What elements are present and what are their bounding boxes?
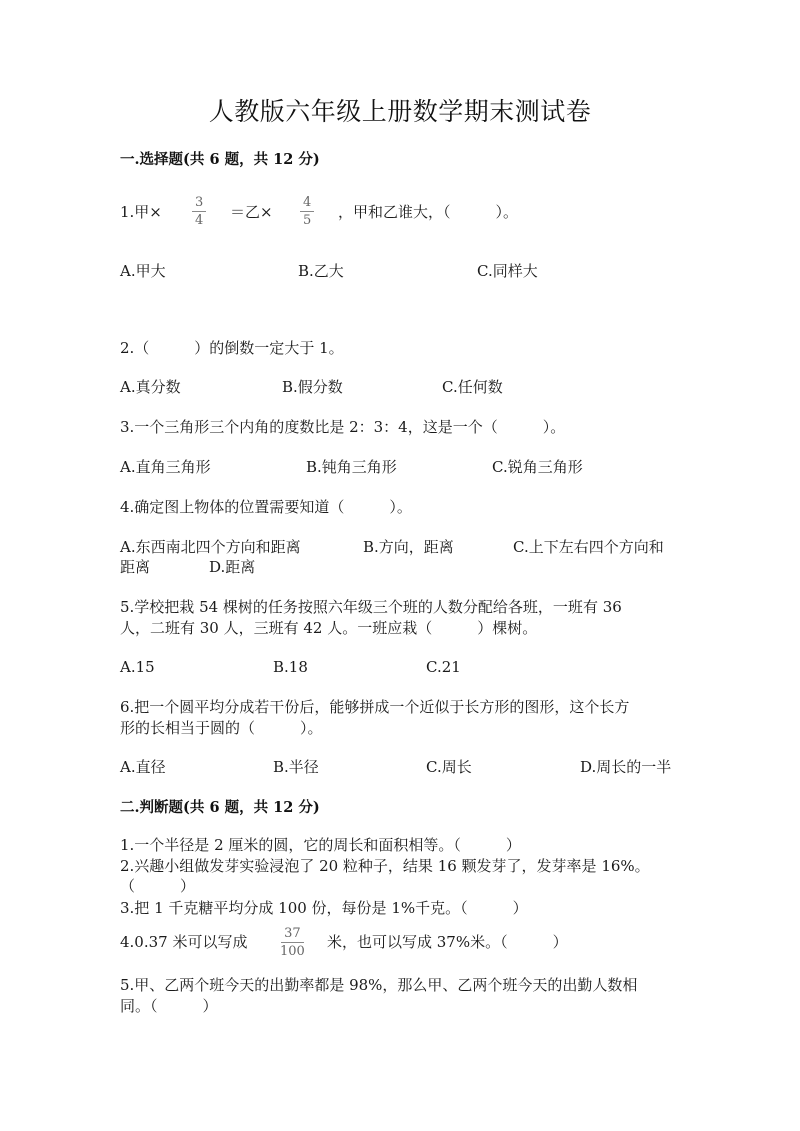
q4-option-b[interactable]: B.方向，距离 [363, 538, 454, 556]
fraction-numerator: 3 [192, 194, 206, 212]
q4-option-a[interactable]: A.东西南北四个方向和距离 [120, 538, 301, 556]
question-3: 3.一个三角形三个内角的度数比是 2：3：4，这是一个（ ）。 [120, 418, 566, 436]
judge-question-3: 3.把 1 千克糖平均分成 100 份，每份是 1%千克。（ ） [120, 899, 528, 917]
q6-option-b[interactable]: B.半径 [273, 758, 319, 776]
fraction-denominator: 5 [303, 213, 312, 228]
question-4: 4.确定图上物体的位置需要知道（ ）。 [120, 498, 412, 516]
judge-question-5-line-1: 5.甲、乙两个班今天的出勤率都是 98%，那么甲、乙两个班今天的出勤人数相 [120, 976, 638, 994]
q5-option-b[interactable]: B.18 [273, 658, 308, 676]
question-5-line-1: 5.学校把栽 54 棵树的任务按照六年级三个班的人数分配给各班，一班有 36 [120, 598, 622, 616]
judge-question-4-suffix: 米，也可以写成 37%米。（ ） [327, 933, 568, 951]
judge-question-1: 1.一个半径是 2 厘米的圆，它的周长和面积相等。（ ） [120, 836, 521, 854]
fraction-3-4 [192, 194, 206, 229]
q6-option-d[interactable]: D.周长的一半 [580, 758, 672, 776]
fraction-denominator: 100 [280, 944, 305, 959]
section-heading-choice: 一.选择题(共 6 题，共 12 分) [120, 151, 320, 168]
fraction-37-100 [277, 925, 308, 960]
q6-option-a[interactable]: A.直径 [120, 758, 166, 776]
question-5-line-2: 人，二班有 30 人，三班有 42 人。一班应栽（ ）棵树。 [120, 619, 538, 637]
q4-option-a-continued[interactable]: 距离 [120, 558, 151, 576]
q5-option-a[interactable]: A.15 [120, 658, 155, 676]
q4-option-d[interactable]: D.距离 [209, 558, 256, 576]
q2-option-b[interactable]: B.假分数 [282, 378, 343, 396]
judge-question-2-line-1: 2.兴趣小组做发芽实验浸泡了 20 粒种子，结果 16 颗发芽了，发芽率是 16%。 [120, 857, 650, 875]
question-1-prefix: 1.甲× [120, 203, 162, 221]
fraction-numerator: 37 [281, 925, 304, 943]
question-6-line-1: 6.把一个圆平均分成若干份后，能够拼成一个近似于长方形的图形，这个长方 [120, 698, 630, 716]
question-1-suffix: ，甲和乙谁大，（ ）。 [338, 203, 519, 221]
fraction-numerator: 4 [300, 194, 314, 212]
q2-option-c[interactable]: C.任何数 [442, 378, 503, 396]
section-heading-judge: 二.判断题(共 6 题，共 12 分) [120, 799, 320, 816]
page-title: 人教版六年级上册数学期末测试卷 [208, 97, 592, 126]
q3-option-c[interactable]: C.锐角三角形 [492, 458, 583, 476]
q2-option-a[interactable]: A.真分数 [120, 378, 181, 396]
fraction-denominator: 4 [195, 213, 204, 228]
q1-option-b[interactable]: B.乙大 [298, 262, 344, 280]
q5-option-c[interactable]: C.21 [426, 658, 461, 676]
judge-question-2-line-2: （ ） [120, 877, 196, 895]
q3-option-a[interactable]: A.直角三角形 [120, 458, 211, 476]
q6-option-c[interactable]: C.周长 [426, 758, 472, 776]
q4-option-c[interactable]: C.上下左右四个方向和 [513, 538, 664, 556]
question-1-middle: ＝乙× [230, 203, 273, 221]
judge-question-4-prefix: 4.0.37 米可以写成 [120, 933, 248, 951]
judge-question-5-line-2: 同。（ ） [120, 997, 218, 1015]
question-2: 2.（ ）的倒数一定大于 1。 [120, 339, 344, 357]
fraction-4-5 [300, 194, 314, 229]
q3-option-b[interactable]: B.钝角三角形 [306, 458, 397, 476]
q1-option-a[interactable]: A.甲大 [120, 262, 166, 280]
question-6-line-2: 形的长相当于圆的（ ）。 [120, 719, 323, 737]
q1-option-c[interactable]: C.同样大 [477, 262, 538, 280]
